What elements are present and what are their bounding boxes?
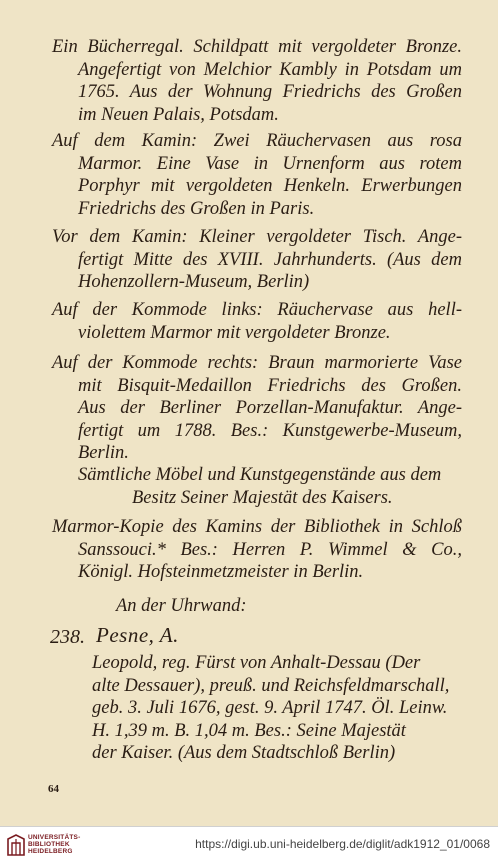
entry-line: fertigt um 1788. Bes.: Kunstgewerbe-Museum, (78, 420, 462, 441)
ownership-note (78, 464, 460, 509)
library-logo-text[interactable] (28, 834, 80, 856)
entry-bookshelf (52, 36, 462, 126)
section-heading: An der Uhrwand: (116, 596, 247, 616)
artist-name: Pesne, A. (96, 623, 179, 647)
entry-commode-right (52, 352, 462, 465)
entry-line: Porphyr mit vergoldeten Henkeln. Erwerbungen (78, 176, 462, 197)
entry-line: Marmor-Kopie des Kamins der Bibliothek in Schloß (52, 517, 462, 537)
entry-commode-left (52, 299, 462, 344)
note-line: Sämtliche Möbel und Kunstgegenstände aus dem (78, 465, 442, 485)
catalog-line: alte Dessauer), preuß. und Reichsfeldmarschall, (92, 675, 450, 696)
logo-line: UNIVERSITÄTS- (28, 834, 81, 841)
entry-line: Auf der Kommode links: Räuchervase aus hell- (52, 300, 462, 320)
note-line: Besitz Seiner Majestät des Kaisers. (132, 487, 393, 508)
entry-line: Auf der Kommode rechts: Braun marmorierte Vase (52, 353, 462, 373)
entry-line: fertigt Mitte des XVIII. Jahrhunderts. (Aus dem (78, 249, 462, 270)
entry-line: Friedrichs des Großen in Paris. (78, 198, 315, 219)
page-number: 64 (48, 783, 59, 795)
university-seal-icon (6, 833, 26, 857)
catalog-line: geb. 3. Juli 1676, gest. 9. April 1747. Öl. Leinw. (92, 698, 448, 719)
catalog-number: 238. (50, 626, 85, 648)
entry-mantel-vases (52, 130, 462, 220)
entry-line: mit Bisquit-Medaillon Friedrichs des Großen. (78, 375, 462, 396)
catalog-line: H. 1,39 m. B. 1,04 m. Bes.: Seine Majestät (92, 720, 406, 741)
entry-line: Königl. Hofsteinmetzmeister in Berlin. (78, 562, 364, 583)
entry-marble-copy (52, 516, 462, 584)
logo-line: BIBLIOTHEK (28, 841, 70, 849)
entry-line: Aus der Berliner Porzellan-Manufaktur. Ange- (78, 398, 462, 419)
entry-line: im Neuen Palais, Potsdam. (78, 104, 279, 125)
entry-line: Angefertigt von Melchior Kambly in Potsdam um (78, 59, 462, 80)
permalink-url[interactable]: https://digi.ub.uni-heidelberg.de/diglit/adk1912_01/0068 (195, 837, 490, 851)
entry-line: Auf dem Kamin: Zwei Räuchervasen aus rosa (52, 131, 462, 151)
entry-line: Berlin. (78, 443, 129, 464)
entry-line: Marmor. Eine Vase in Urnenform aus rotem (78, 153, 462, 174)
catalog-line: Leopold, reg. Fürst von Anhalt-Dessau (Der (92, 653, 421, 673)
entry-line: 1765. Aus der Wohnung Friedrichs des Großen (78, 82, 462, 103)
catalog-line: der Kaiser. (Aus dem Stadtschloß Berlin) (92, 743, 396, 764)
catalog-description (92, 652, 462, 765)
entry-line: Sanssouci.* Bes.: Herren P. Wimmel & Co., (78, 539, 462, 560)
logo-line: HEIDELBERG (28, 848, 73, 856)
entry-line: violettem Marmor mit vergoldeter Bronze. (78, 322, 391, 343)
entry-line: Ein Bücherregal. Schildpatt mit vergoldeter Bronze. (52, 37, 462, 57)
entry-gilded-table (52, 226, 462, 294)
entry-line: Hohenzollern-Museum, Berlin) (78, 272, 310, 293)
viewer-footer (0, 826, 498, 863)
entry-line: Vor dem Kamin: Kleiner vergoldeter Tisch. Ange- (52, 227, 462, 247)
